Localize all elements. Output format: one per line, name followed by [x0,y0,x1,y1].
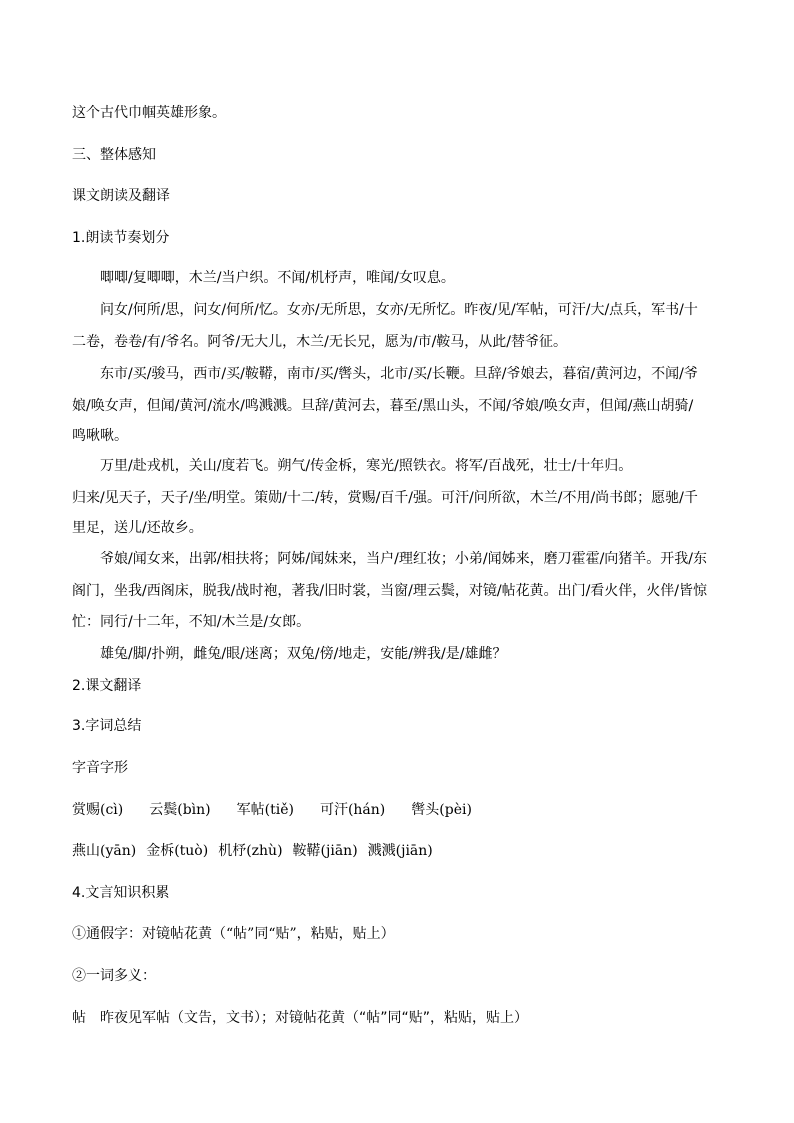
pronunciation-title: 字音字形 [72,760,128,776]
reading-line: 万里/赴戎机，关山/度若飞。朔气/传金柝，寒光/照铁衣。将军/百战死，壮士/十年归。 [100,458,633,474]
section-title: 三、整体感知 [72,147,156,163]
subsection-title: 课文朗读及翻译 [72,188,170,204]
pronunciation-item: 军帖(tiě) [236,802,294,818]
reading-line: 问女/何所/思，问女/何所/忆。女亦/无所思，女亦/无所忆。昨夜/见/军帖，可汗/大/点兵，军书/十 [100,302,698,318]
item-3-title: 3.字词总结 [72,718,142,734]
pronunciation-item: 溅溅(jiān) [367,843,433,859]
reading-line: 娘/唤女声，但闻/黄河/流水/鸣溅溅。旦辞/黄河去，暮至/黑山头，不闻/爷娘/唤女声，但闻/燕山胡骑/ [72,398,694,414]
reading-line: 唧唧/复唧唧，木兰/当户织。不闻/机杼声，唯闻/女叹息。 [100,270,455,286]
reading-line: 归来/见天子，天子/坐/明堂。策勋/十二/转，赏赐/百千/强。可汗/问所欲，木兰/不用/尚书郎；愿驰/千 [72,490,698,506]
pronunciation-item: 辔头(pèi) [411,802,472,818]
pronunciation-item: 赏赐(cì) [72,802,124,818]
item-2-title: 2.课文翻译 [72,678,142,694]
intro-tail-text: 这个古代巾帼英雄形象。 [72,105,226,121]
reading-line: 鸣啾啾。 [72,428,128,444]
reading-line: 雄兔/脚/扑朔，雌兔/眼/迷离；双兔/傍/地走，安能/辨我/是/雄雌？ [100,646,507,662]
polysemy-line: 帖 昨夜见军帖（文告，文书）；对镜帖花黄（“帖”同“贴”，粘贴，贴上） [72,1010,529,1026]
pronunciation-item: 金柝(tuò) [146,843,209,859]
polysemy-title: ②一词多义： [72,968,156,984]
reading-line: 爷娘/闻女来，出郭/相扶将；阿姊/闻妹来，当户/理红妆；小弟/闻姊来，磨刀霍霍/向猪羊。开我/东 [100,551,708,567]
item-1-title: 1.朗读节奏划分 [72,230,170,246]
reading-line: 东市/买/骏马，西市/买/鞍鞯，南市/买/辔头，北市/买/长鞭。旦辞/爷娘去，暮宿/黄河边，不闻/爷 [100,366,698,382]
pronunciation-row-2 [72,841,433,861]
reading-line: 二卷，卷卷/有/爷名。阿爷/无大儿，木兰/无长兄，愿为/市/鞍马，从此/替爷征。 [72,334,568,350]
item-4-title: 4.文言知识积累 [72,885,170,901]
pronunciation-item: 机杼(zhù) [218,843,283,859]
tongjia-line: ①通假字：对镜帖花黄（“帖”同“贴”，粘贴，贴上） [72,926,395,942]
pronunciation-item: 云鬓(bìn) [149,802,211,818]
pronunciation-item: 燕山(yān) [72,843,137,859]
reading-line: 阁门，坐我/西阁床，脱我/战时袍，著我/旧时裳，当窗/理云鬓，对镜/帖花黄。出门/看火伴，火伴/皆惊 [72,583,708,599]
pronunciation-item: 鞍鞯(jiān) [292,843,358,859]
reading-line: 里足，送儿/还故乡。 [72,520,203,536]
reading-line: 忙：同行/十二年，不知/木兰是/女郎。 [72,614,311,630]
pronunciation-row-1 [72,800,472,820]
pronunciation-item: 可汗(hán) [319,802,386,818]
